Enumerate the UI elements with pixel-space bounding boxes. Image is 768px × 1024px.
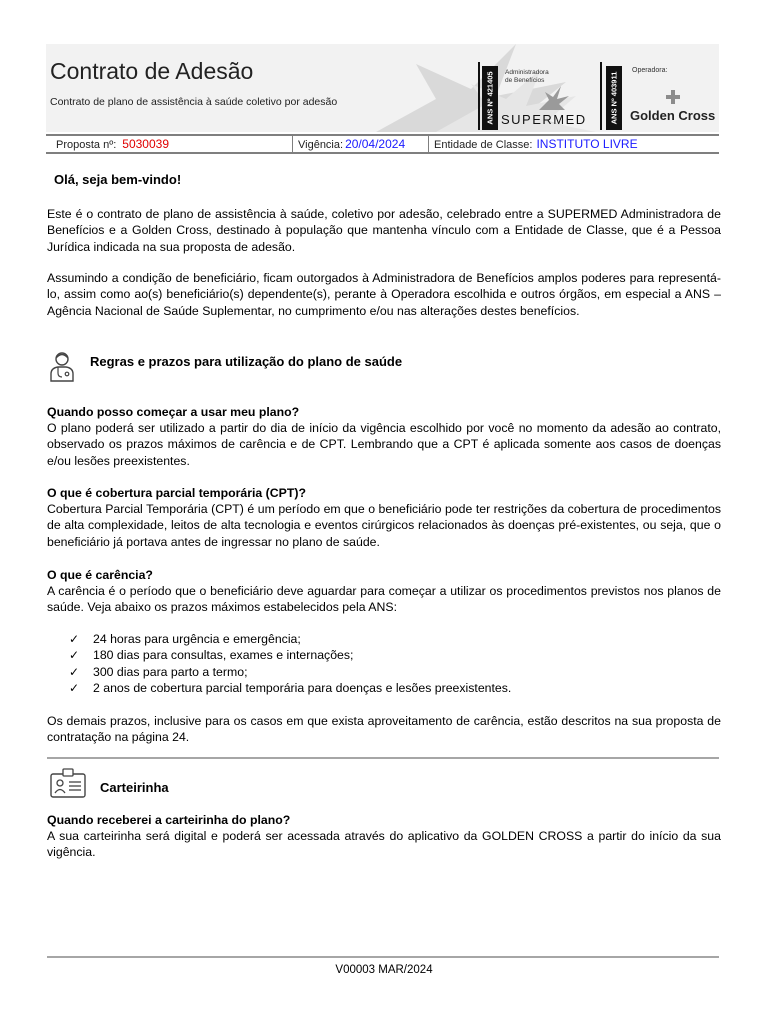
vigencia-value: 20/04/2024 xyxy=(345,137,406,151)
check-icon: ✓ xyxy=(69,648,80,663)
card-section-title: Carteirinha xyxy=(100,780,169,795)
operadora-label: Operadora: xyxy=(632,67,668,74)
proposal-info-row xyxy=(46,134,719,154)
supermed-star-icon xyxy=(539,86,571,110)
supermed-label-line2: de Benefícios xyxy=(505,77,545,84)
golden-cross-name: Golden Cross xyxy=(630,108,716,123)
ans-frame-left xyxy=(478,62,480,130)
list-item-text: 24 horas para urgência e emergência; xyxy=(93,632,301,646)
entidade-label: Entidade de Classe: xyxy=(434,139,533,151)
supermed-logo xyxy=(501,64,601,130)
question-title: Quando posso começar a usar meu plano? xyxy=(47,405,300,419)
page-title: Contrato de Adesão xyxy=(50,58,254,84)
vigencia-field xyxy=(298,136,405,152)
proposta-label: Proposta nº: xyxy=(56,139,117,151)
carencia-list-container xyxy=(47,631,721,696)
intro-paragraph-2: Assumindo a condição de beneficiário, ficam outorgados à Administradora de Benefícios amplos poderes para representá-lo, assim como ao(s) beneficiário(s) dependente(s), perante à Operadora escolhida e outros órgãos, em especial a ANS – Agência Nacional de Saúde Suplementar, no cumprimento e/ou nas alterações destes benefícios. xyxy=(47,271,721,318)
doctor-icon xyxy=(48,350,76,382)
footer-version: V00003 MAR/2024 xyxy=(335,964,433,976)
cross-icon xyxy=(666,90,680,104)
supermed-label xyxy=(505,69,549,85)
vigencia-label: Vigência: xyxy=(298,139,344,151)
list-item-text: 180 dias para consultas, exames e internações; xyxy=(93,648,354,663)
question-title: O que é carência? xyxy=(47,568,153,582)
ans-registry-goldencross: ANS Nº 403911 xyxy=(609,71,619,125)
list-item-text: 2 anos de cobertura parcial temporária para doenças e lesões preexistentes. xyxy=(93,680,512,695)
check-icon: ✓ xyxy=(69,680,80,695)
proposta-value: 5030039 xyxy=(122,137,169,151)
info-separator xyxy=(428,136,429,152)
document-header xyxy=(46,44,719,132)
list-item xyxy=(47,664,721,680)
question-title: Quando receberei a carteirinha do plano? xyxy=(47,813,291,827)
page-subtitle: Contrato de plano de assistência à saúde coletivo por adesão xyxy=(50,96,338,108)
proposta-field xyxy=(56,136,169,152)
ans-badge-supermed xyxy=(482,66,498,130)
answer-text: Cobertura Parcial Temporária (CPT) é um período em que o beneficiário pode ter restrições da cobertura de procedimentos de alta complexidade, leitos de alta tecnologia e eventos cirúrgicos relacionados às doenças pré-existentes, ou seja, que o beneficiário já portava antes de ingressar no plano de saúde. xyxy=(47,502,721,549)
ans-frame-right xyxy=(600,62,602,130)
list-item xyxy=(47,647,721,663)
section-divider xyxy=(47,757,719,759)
rules-section-title: Regras e prazos para utilização do plano de saúde xyxy=(90,354,403,369)
check-icon: ✓ xyxy=(69,664,80,679)
list-item xyxy=(47,631,721,647)
ans-badge-goldencross xyxy=(606,66,622,130)
entidade-field xyxy=(434,136,638,152)
question-title: O que é cobertura parcial temporária (CPT)? xyxy=(47,486,306,500)
info-separator xyxy=(292,136,293,152)
id-card-icon xyxy=(50,768,86,798)
answer-text: A carência é o período que o beneficiário deve aguardar para começar a utilizar os procedimentos previstos nos planos de saúde. Veja abaixo os prazos máximos estabelecidos pela ANS: xyxy=(47,584,721,615)
list-item xyxy=(47,680,721,696)
intro-paragraph-1: Este é o contrato de plano de assistência à saúde, coletivo por adesão, celebrado entre a SUPERMED Administradora de Benefícios e a Golden Cross, destinado à população que mantenha vínculo com a Entidade de Classe, que é a Pessoa Jurídica indicada na sua proposta de adesão. xyxy=(47,207,721,254)
ans-registry-supermed: ANS Nº 421405 xyxy=(485,71,495,125)
entidade-value: INSTITUTO LIVRE xyxy=(536,137,638,151)
answer-text: A sua carteirinha será digital e poderá ser acessada através do aplicativo da GOLDEN CROSS a partir do início da sua vigência. xyxy=(47,829,721,860)
welcome-heading: Olá, seja bem-vindo! xyxy=(54,172,182,187)
carencia-closing: Os demais prazos, inclusive para os casos em que exista aproveitamento de carência, estão descritos na sua proposta de contratação na página 24. xyxy=(47,714,721,745)
answer-text: O plano poderá ser utilizado a partir do dia de início da vigência escolhido por você no momento da adesão ao contrato, observado os prazos máximos de carência e de CPT. Lembrando que a CPT é aplicada somente aos casos de doenças e/ou lesões preexistentes. xyxy=(47,421,721,468)
list-item-text: 300 dias para parto a termo; xyxy=(93,664,248,679)
check-icon: ✓ xyxy=(69,632,80,646)
carencia-list xyxy=(47,631,721,696)
supermed-name: SUPERMED xyxy=(501,112,587,127)
supermed-label-line1: Administradora xyxy=(505,69,549,76)
golden-cross-logo xyxy=(628,64,718,130)
footer-divider xyxy=(47,956,719,958)
